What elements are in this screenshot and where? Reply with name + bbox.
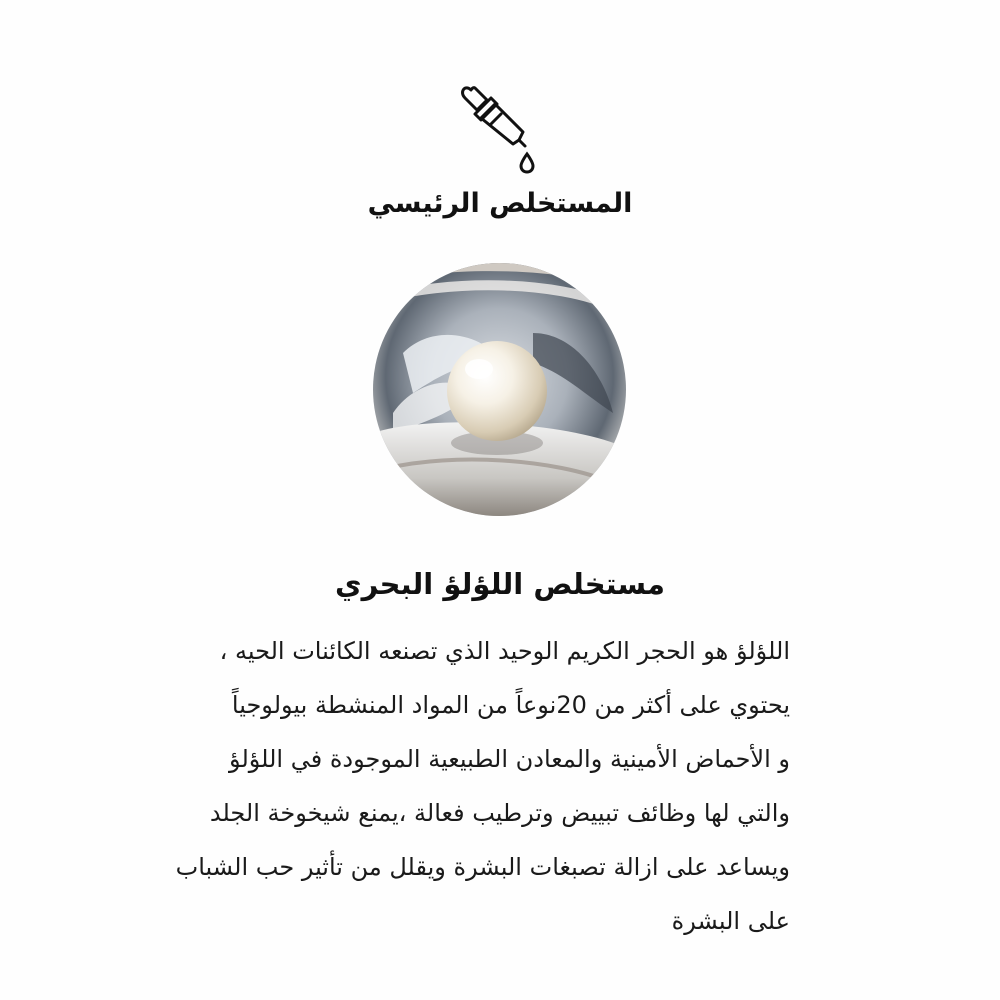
ingredient-name: مستخلص اللؤلؤ البحري xyxy=(335,567,665,601)
description-line: اللؤلؤ هو الحجر الكريم الوحيد الذي تصنعه الكائنات الحيه ، xyxy=(219,637,790,665)
description-line: على البشرة xyxy=(671,907,790,935)
description-line: يحتوي على أكثر من 20نوعاً من المواد المنشطة بيولوجياً xyxy=(231,691,790,719)
description-line: و الأحماض الأمينية والمعادن الطبيعية الموجودة في اللؤلؤ xyxy=(229,745,790,773)
pearl-oyster-image xyxy=(373,263,626,516)
main-extract-title: المستخلص الرئيسي xyxy=(367,188,633,219)
description-line: ويساعد على ازالة تصبغات البشرة ويقلل من تأثير حب الشباب xyxy=(175,853,790,881)
description-line: والتي لها وظائف تبييض وترطيب فعالة ،يمنع شيخوخة الجلد xyxy=(209,799,790,827)
ingredient-description xyxy=(150,624,790,948)
dropper-icon xyxy=(457,80,547,175)
